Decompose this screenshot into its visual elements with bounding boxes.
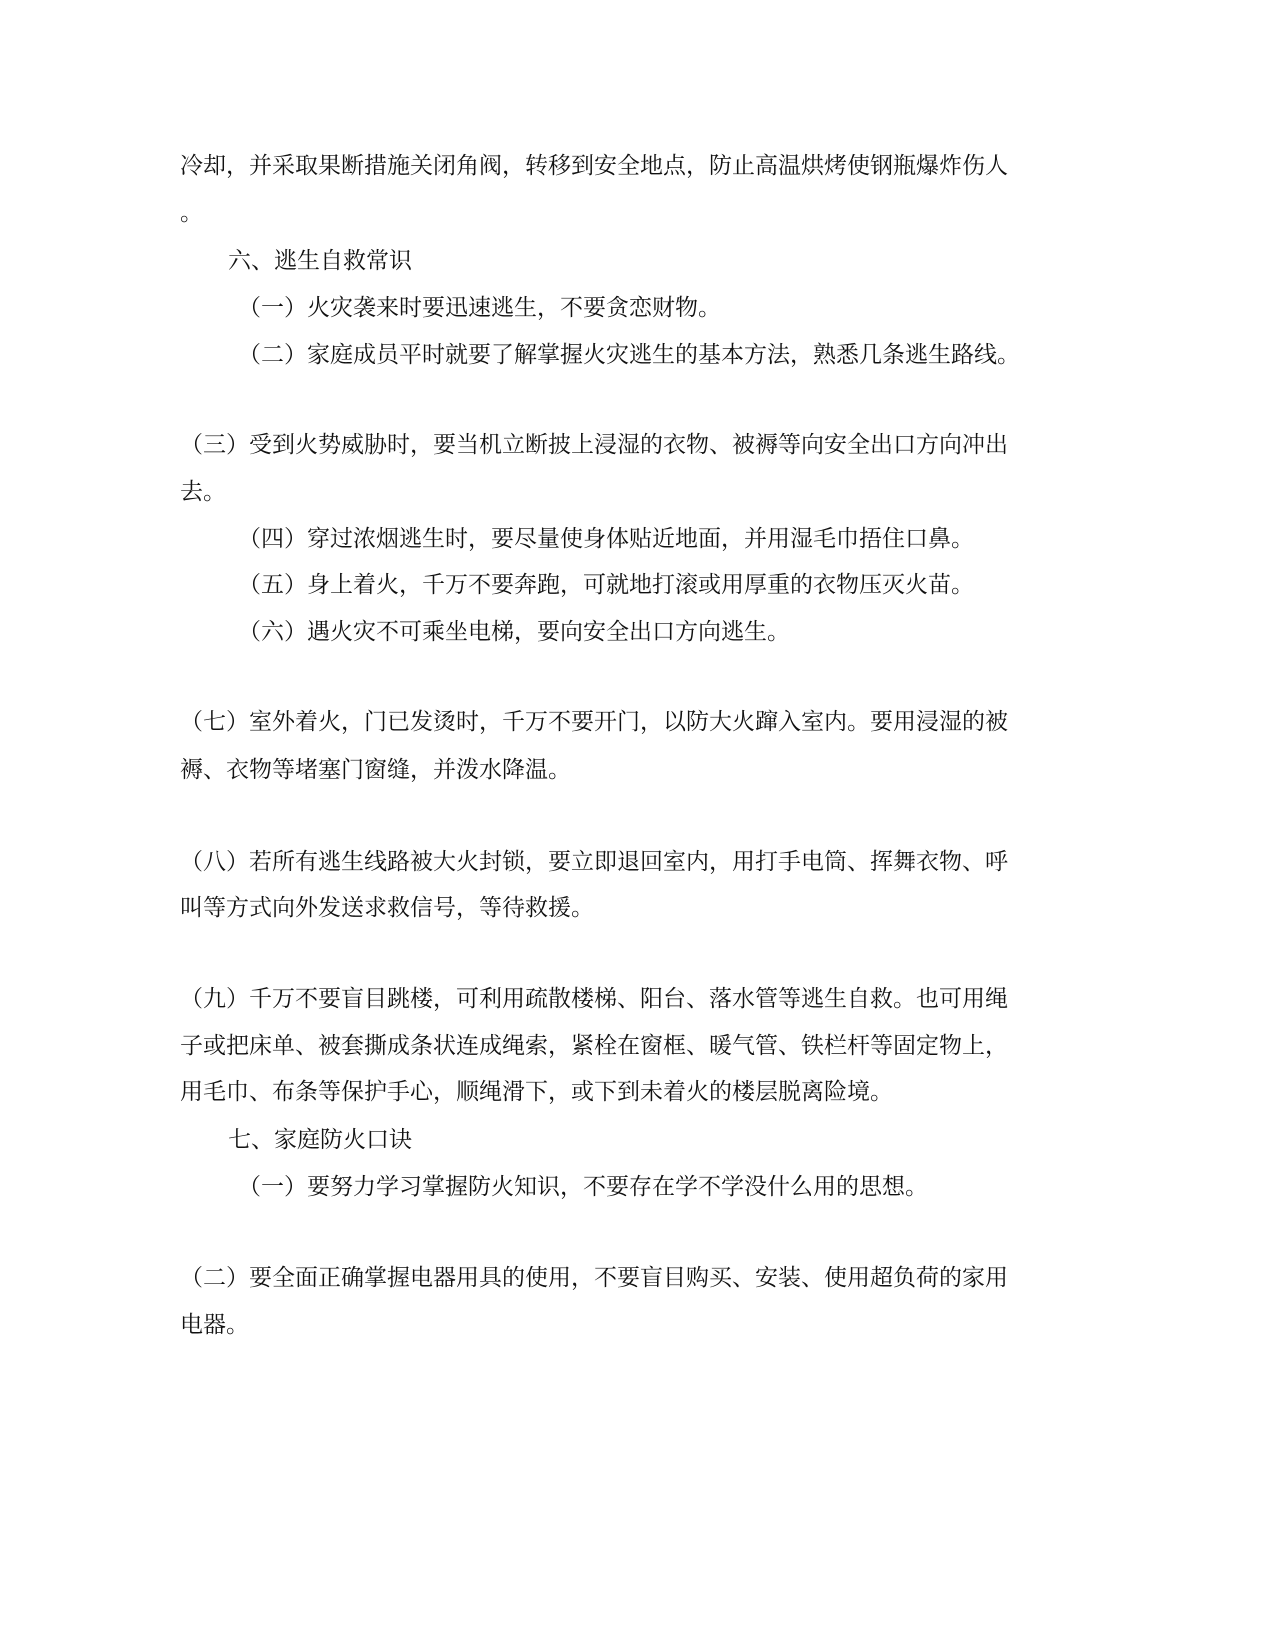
- paragraph-line: 用毛巾、布条等保护手心，顺绳滑下，或下到未着火的楼层脱离险境。: [180, 1079, 893, 1105]
- list-item: （五）身上着火，千万不要奔跑，可就地打滚或用厚重的衣物压灭火苗。: [238, 572, 974, 598]
- paragraph-line: 。: [180, 200, 203, 226]
- section-heading: 七、家庭防火口诀: [228, 1127, 412, 1153]
- list-item: （六）遇火灾不可乘坐电梯，要向安全出口方向逃生。: [238, 619, 790, 645]
- list-item: （八）若所有逃生线路被大火封锁，要立即退回室内，用打手电筒、挥舞衣物、呼: [180, 849, 1008, 875]
- list-item: （九）千万不要盲目跳楼，可利用疏散楼梯、阳台、落水管等逃生自救。也可用绳: [180, 986, 1008, 1012]
- list-item: （一）火灾袭来时要迅速逃生，不要贪恋财物。: [238, 295, 721, 321]
- list-item: （二）要全面正确掌握电器用具的使用，不要盲目购买、安装、使用超负荷的家用: [180, 1265, 1008, 1291]
- section-heading: 六、逃生自救常识: [228, 248, 412, 274]
- list-item: （三）受到火势威胁时，要当机立断披上浸湿的衣物、被褥等向安全出口方向冲出: [180, 432, 1008, 458]
- paragraph-line: 电器。: [180, 1312, 249, 1338]
- paragraph-line: 子或把床单、被套撕成条状连成绳索，紧栓在窗框、暖气管、铁栏杆等固定物上，: [180, 1033, 1008, 1059]
- list-item: （七）室外着火，门已发烫时，千万不要开门，以防大火蹿入室内。要用浸湿的被: [180, 709, 1008, 735]
- list-item: （四）穿过浓烟逃生时，要尽量使身体贴近地面，并用湿毛巾捂住口鼻。: [238, 526, 974, 552]
- list-item: （一）要努力学习掌握防火知识，不要存在学不学没什么用的思想。: [238, 1174, 928, 1200]
- paragraph-line: 褥、衣物等堵塞门窗缝，并泼水降温。: [180, 757, 571, 783]
- paragraph-line: 去。: [180, 479, 226, 505]
- paragraph-line: 叫等方式向外发送求救信号，等待救援。: [180, 895, 594, 921]
- list-item: （二）家庭成员平时就要了解掌握火灾逃生的基本方法，熟悉几条逃生路线。: [238, 342, 1020, 368]
- paragraph-line: 冷却，并采取果断措施关闭角阀，转移到安全地点，防止高温烘烤使钢瓶爆炸伤人: [180, 153, 1008, 179]
